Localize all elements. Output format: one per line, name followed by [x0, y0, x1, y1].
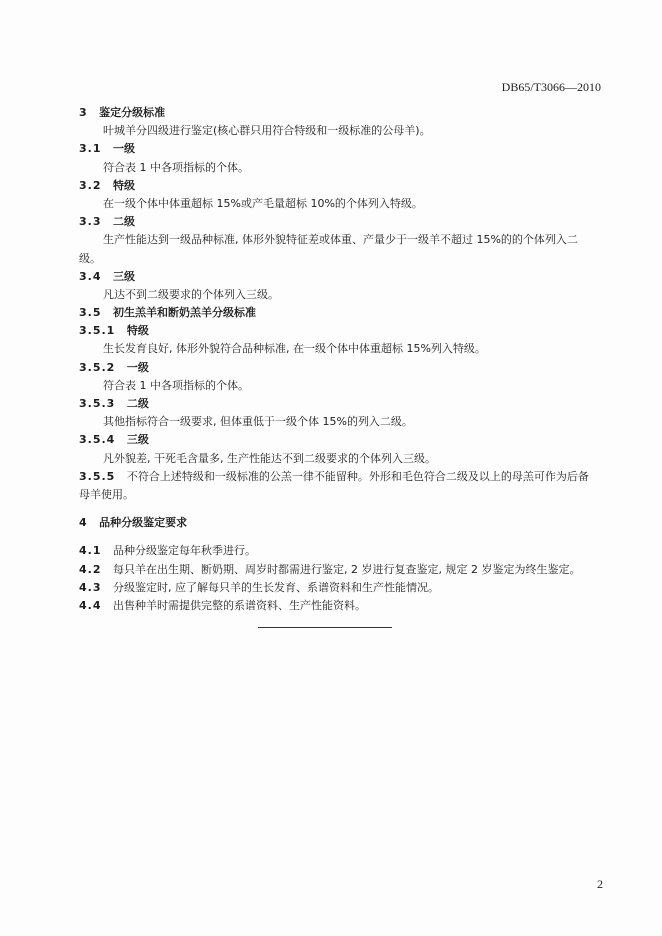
clause-text: 分级鉴定时, 应了解每只羊的生长发育、系谱资料和生产性能情况。: [113, 580, 439, 594]
clause-4-4: [79, 597, 609, 615]
clause-3-5-1-heading: [79, 322, 609, 340]
clause-number: 4.1: [79, 544, 102, 558]
section-number: 3: [79, 106, 88, 119]
clause-3-2-heading: [79, 177, 609, 195]
clause-3-3-heading: [79, 213, 609, 231]
clause-3-2-text: 在一级个体中体重超标 15%或产毛量超标 10%的个体列入特级。: [103, 196, 423, 210]
section-number: 4: [79, 516, 88, 530]
clause-3-5-4-heading: [79, 431, 609, 449]
clause-3-5-3-heading: [79, 395, 609, 413]
clause-number: 3.2: [79, 178, 102, 192]
clause-4-3: [79, 579, 609, 597]
clause-title: 三级: [126, 433, 149, 447]
clause-title: 一级: [126, 360, 149, 374]
clause-text: 出售种羊时需提供完整的系谱资料、生产性能资料。: [113, 598, 366, 612]
clause-3-1-text: 符合表 1 中各项指标的个体。: [103, 160, 249, 174]
clause-3-5-5-line1: [79, 468, 609, 486]
clause-4-2: [79, 561, 609, 579]
clause-3-3-text-line1: 生产性能达到一级品种标准, 体形外貌特征差或体重、产量少于一级羊不超过 15%的的个体列入二: [103, 233, 578, 247]
clause-title: 特级: [113, 178, 135, 192]
clause-number: 4.3: [79, 580, 102, 594]
clause-3-4-text: 凡达不到二级要求的个体列入三级。: [103, 287, 279, 301]
clause-3-3-text-line2: 级。: [79, 251, 101, 265]
clause-number: 3.5.2: [79, 360, 116, 374]
end-divider-line: [258, 627, 392, 628]
clause-number: 3.5.3: [79, 397, 116, 410]
clause-number: 3.5.1: [79, 324, 116, 338]
clause-3-1-heading: [79, 140, 609, 158]
document-body: [79, 104, 609, 615]
section-title: 鉴定分级标准: [99, 106, 166, 119]
clause-number: 3.4: [79, 269, 102, 283]
section-gap: [79, 532, 609, 542]
clause-text: 品种分级鉴定每年秋季进行。: [113, 544, 256, 558]
section-title: 品种分级鉴定要求: [99, 516, 188, 530]
clause-3-5-2-heading: [79, 359, 609, 377]
clause-title: 一级: [113, 142, 135, 156]
clause-3-5-4-text: 凡外貌差, 干死毛含量多, 生产性能达不到二级要求的个体列入三级。: [103, 451, 436, 465]
clause-3-5-2-text: 符合表 1 中各项指标的个体。: [103, 378, 249, 392]
clause-3-5-1-text: 生长发育良好, 体形外貌符合品种标准, 在一级个体中体重超标 15%列入特级。: [103, 342, 486, 356]
clause-3-5-heading: [79, 304, 609, 322]
clause-number: 3.3: [79, 215, 102, 229]
clause-number: 3.5: [79, 306, 102, 320]
clause-number: 3.5.4: [79, 433, 116, 447]
section-4-heading: [79, 514, 609, 532]
clause-number: 3.5.5: [79, 469, 116, 483]
clause-3-5-5-line2: 母羊使用。: [79, 487, 134, 501]
clause-title: 二级: [113, 215, 135, 229]
clause-4-1: [79, 542, 609, 560]
clause-title: 二级: [126, 397, 149, 410]
clause-text: 每只羊在出生期、断奶期、周岁时都需进行鉴定, 2 岁进行复查鉴定, 规定 2 岁鉴定为终生鉴定。: [113, 562, 581, 576]
page-number: 2: [597, 877, 603, 891]
clause-3-5-3-text: 其他指标符合一级要求, 但体重低于一级个体 15%的列入二级。: [103, 415, 413, 429]
section-3-heading: [79, 104, 609, 122]
document-code: DB65/T3066—2010: [501, 80, 601, 94]
clause-3-4-heading: [79, 268, 609, 286]
section-3-intro: 叶城羊分四级进行鉴定(核心群只用符合特级和一级标准的公母羊)。: [103, 124, 431, 138]
clause-number: 4.2: [79, 562, 102, 576]
clause-text: 不符合上述特级和一级标准的公羔一律不能留种。外形和毛色符合二级及以上的母羔可作为后备: [126, 469, 589, 483]
section-gap: [79, 504, 609, 514]
clause-title: 初生羔羊和断奶羔羊分级标准: [113, 306, 256, 320]
clause-title: 特级: [126, 324, 149, 338]
clause-number: 3.1: [79, 142, 102, 156]
clause-number: 4.4: [79, 598, 102, 612]
clause-title: 三级: [113, 269, 135, 283]
